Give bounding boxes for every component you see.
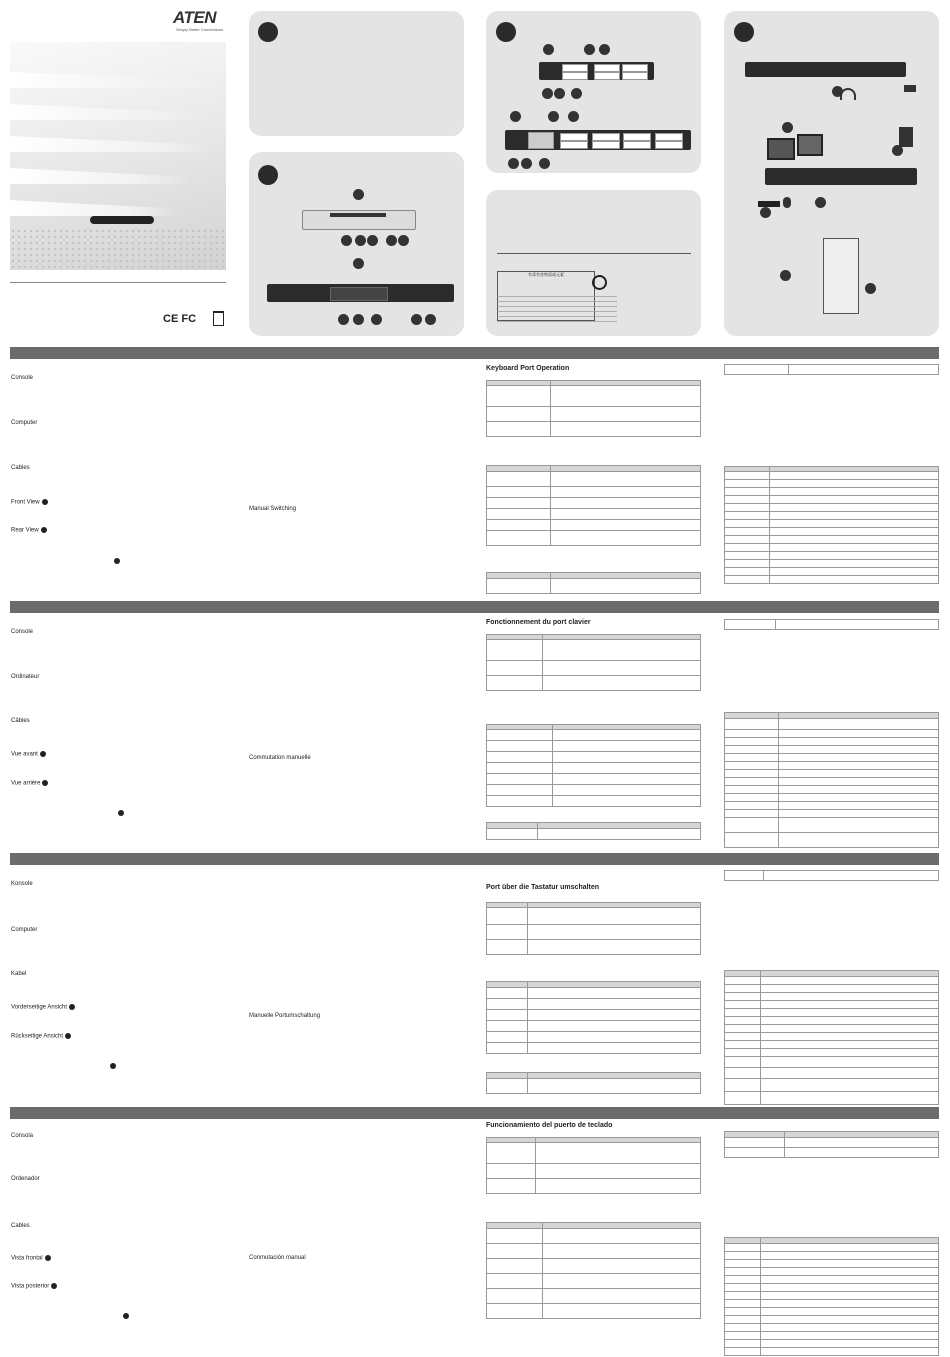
side-heading-computer-de: Computer <box>11 927 38 933</box>
right-header-table-en <box>724 364 939 375</box>
callout-install-2 <box>782 122 793 133</box>
callout-front-large-4 <box>371 314 382 325</box>
side-heading-console-es: Consola <box>11 1133 34 1139</box>
callout-rear-large-5 <box>521 158 532 169</box>
weee-bin-icon <box>213 311 224 326</box>
manual-switching-heading-en: Manual Switching <box>249 506 297 512</box>
panel-d-divider <box>497 253 691 254</box>
panel-c-marker <box>496 22 516 42</box>
right-list-table-es <box>724 1237 939 1356</box>
rear-large-port-4 <box>655 133 683 141</box>
side-heading-rear-en <box>11 527 47 534</box>
model-label-bar <box>90 216 154 224</box>
manual-switching-heading-fr: Commutation manuelle <box>249 755 311 761</box>
right-list-table-en <box>724 466 939 584</box>
speaker-icon <box>899 127 913 147</box>
callout-front-3 <box>355 235 366 246</box>
rear-large-port-6 <box>592 141 620 149</box>
certification-logos <box>163 313 196 325</box>
callout-front-1 <box>353 189 364 200</box>
callout-front-4 <box>367 235 378 246</box>
section-band-de <box>10 853 939 865</box>
keyboard-heading-en: Keyboard Port Operation <box>486 365 570 372</box>
callout-rear-large-1 <box>510 111 521 122</box>
panel-b-marker <box>258 165 278 185</box>
side-heading-console-de: Konsole <box>11 881 33 887</box>
section-band-en <box>10 347 939 359</box>
side-heading-console-en: Console <box>11 375 34 381</box>
side-heading-front-es <box>11 1255 51 1262</box>
keyboard-heading-de: Port über die Tastatur umschalten <box>486 884 600 891</box>
callout-install-6 <box>780 270 791 281</box>
hotkey-table-en <box>486 380 701 437</box>
callout-rear-5 <box>554 88 565 99</box>
callout-install-5 <box>815 197 826 208</box>
callout-install-1 <box>832 86 843 97</box>
chinese-notes-block <box>497 296 617 326</box>
callout-rear-3 <box>599 44 610 55</box>
side-heading-computer-en: Computer <box>11 420 38 426</box>
command-table-en <box>486 465 701 546</box>
rear-view-label-fr: Vue arrière <box>11 780 41 787</box>
callout-front-5 <box>386 235 397 246</box>
front-view-small-display <box>330 213 386 217</box>
side-heading-cables-fr: Câbles <box>11 718 30 724</box>
side-heading-cables-es: Cables <box>11 1223 30 1229</box>
extra-table-en <box>486 572 701 594</box>
section-band-es <box>10 1107 939 1119</box>
hotkey-table-es <box>486 1137 701 1194</box>
rear-port-3 <box>622 64 648 72</box>
rear-port-2 <box>594 64 620 72</box>
chinese-hazard-table-title: 有毒有害物质或元素 <box>528 272 564 277</box>
rear-large-port-5 <box>560 141 588 149</box>
side-heading-cables-en: Cables <box>11 465 30 471</box>
callout-front-2 <box>341 235 352 246</box>
right-header-table-fr <box>724 619 939 630</box>
callout-front-6 <box>398 235 409 246</box>
fc-mark: FC <box>181 313 197 325</box>
side-heading-rear-de <box>11 1033 71 1040</box>
keyboard-heading-fr: Fonctionnement du port clavier <box>486 619 591 626</box>
extra-table-de <box>486 1072 701 1094</box>
front-view-label-fr: Vue avant <box>11 751 38 758</box>
bullet-de <box>110 1063 116 1069</box>
callout-rear-1 <box>543 44 554 55</box>
hotkey-table-fr <box>486 634 701 691</box>
bullet-es <box>123 1313 129 1319</box>
cover-divider <box>10 282 226 283</box>
callout-install-3 <box>892 145 903 156</box>
rear-large-port-2 <box>592 133 620 141</box>
side-heading-console-fr: Console <box>11 629 34 635</box>
panel-e-marker <box>734 22 754 42</box>
callout-front-large-2 <box>338 314 349 325</box>
panel-a-marker <box>258 22 278 42</box>
usb-device-icon <box>904 85 916 92</box>
manual-switching-heading-de: Manuelle Portumschaltung <box>249 1013 321 1019</box>
callout-install-7 <box>865 283 876 294</box>
side-heading-front-de <box>11 1004 75 1011</box>
side-heading-rear-es <box>11 1283 57 1290</box>
side-heading-rear-fr <box>11 780 48 787</box>
rear-view-label-de: Rückseitige Ansicht <box>11 1033 64 1040</box>
keyboard-icon <box>758 201 780 207</box>
manual-switching-heading-es: Conmutación manual <box>249 1255 306 1261</box>
rear-port-6 <box>622 72 648 80</box>
rear-view-label-es: Vista posterior <box>11 1283 50 1290</box>
command-table-es <box>486 1222 701 1319</box>
front-view-label-es: Vista frontal <box>11 1255 43 1262</box>
command-table-de <box>486 981 701 1054</box>
installation-large-unit <box>765 168 917 185</box>
rear-port-5 <box>594 72 620 80</box>
callout-rear-6 <box>571 88 582 99</box>
right-list-table-fr <box>724 712 939 848</box>
monitor-icon-2 <box>797 134 823 156</box>
recycle-20-icon <box>592 275 607 290</box>
aten-logo: ATEN <box>173 8 217 27</box>
front-view-label-de: Vorderseitige Ansicht <box>11 1004 68 1011</box>
right-header-table-de <box>724 870 939 881</box>
mouse-icon <box>783 197 791 208</box>
pc-tower-icon <box>823 238 859 314</box>
rear-port-1 <box>562 64 588 72</box>
bullet-fr <box>118 810 124 816</box>
side-heading-computer-es: Ordenador <box>11 1176 40 1182</box>
extra-table-fr <box>486 822 701 840</box>
callout-rear-large-2 <box>548 111 559 122</box>
side-heading-computer-fr: Ordinateur <box>11 674 40 680</box>
command-table-fr <box>486 724 701 807</box>
keyboard-heading-es: Funcionamiento del puerto de teclado <box>486 1122 613 1129</box>
cover-dot-grid <box>10 228 226 268</box>
front-view-label-en: Front View <box>11 499 40 506</box>
callout-rear-large-4 <box>508 158 519 169</box>
side-heading-front-fr <box>11 751 46 758</box>
callout-rear-large-3 <box>568 111 579 122</box>
ce-mark: CE <box>163 313 179 325</box>
panel-a <box>249 11 464 136</box>
rear-large-port-7 <box>623 141 651 149</box>
rear-large-port-8 <box>655 141 683 149</box>
callout-rear-large-6 <box>539 158 550 169</box>
callout-front-large-1 <box>353 258 364 269</box>
section-band-fr <box>10 601 939 613</box>
callout-rear-2 <box>584 44 595 55</box>
rear-port-4 <box>562 72 588 80</box>
bullet-en <box>114 558 120 564</box>
right-list-table-de <box>724 970 939 1105</box>
side-heading-cables-de: Kabel <box>11 971 27 977</box>
rear-large-console <box>528 132 554 149</box>
front-view-large-display <box>330 287 388 301</box>
callout-install-4 <box>760 207 771 218</box>
callout-rear-4 <box>542 88 553 99</box>
right-header-table-es <box>724 1131 939 1158</box>
callout-front-large-6 <box>425 314 436 325</box>
callout-front-large-5 <box>411 314 422 325</box>
callout-front-large-3 <box>353 314 364 325</box>
rear-large-port-1 <box>560 133 588 141</box>
rear-large-port-3 <box>623 133 651 141</box>
aten-tagline: Simply Better Connections <box>176 27 224 32</box>
side-heading-front-en <box>11 499 48 506</box>
hotkey-table-de <box>486 902 701 955</box>
rear-view-label-en: Rear View <box>11 527 39 534</box>
monitor-icon <box>767 138 795 160</box>
installation-small-unit <box>745 62 906 77</box>
